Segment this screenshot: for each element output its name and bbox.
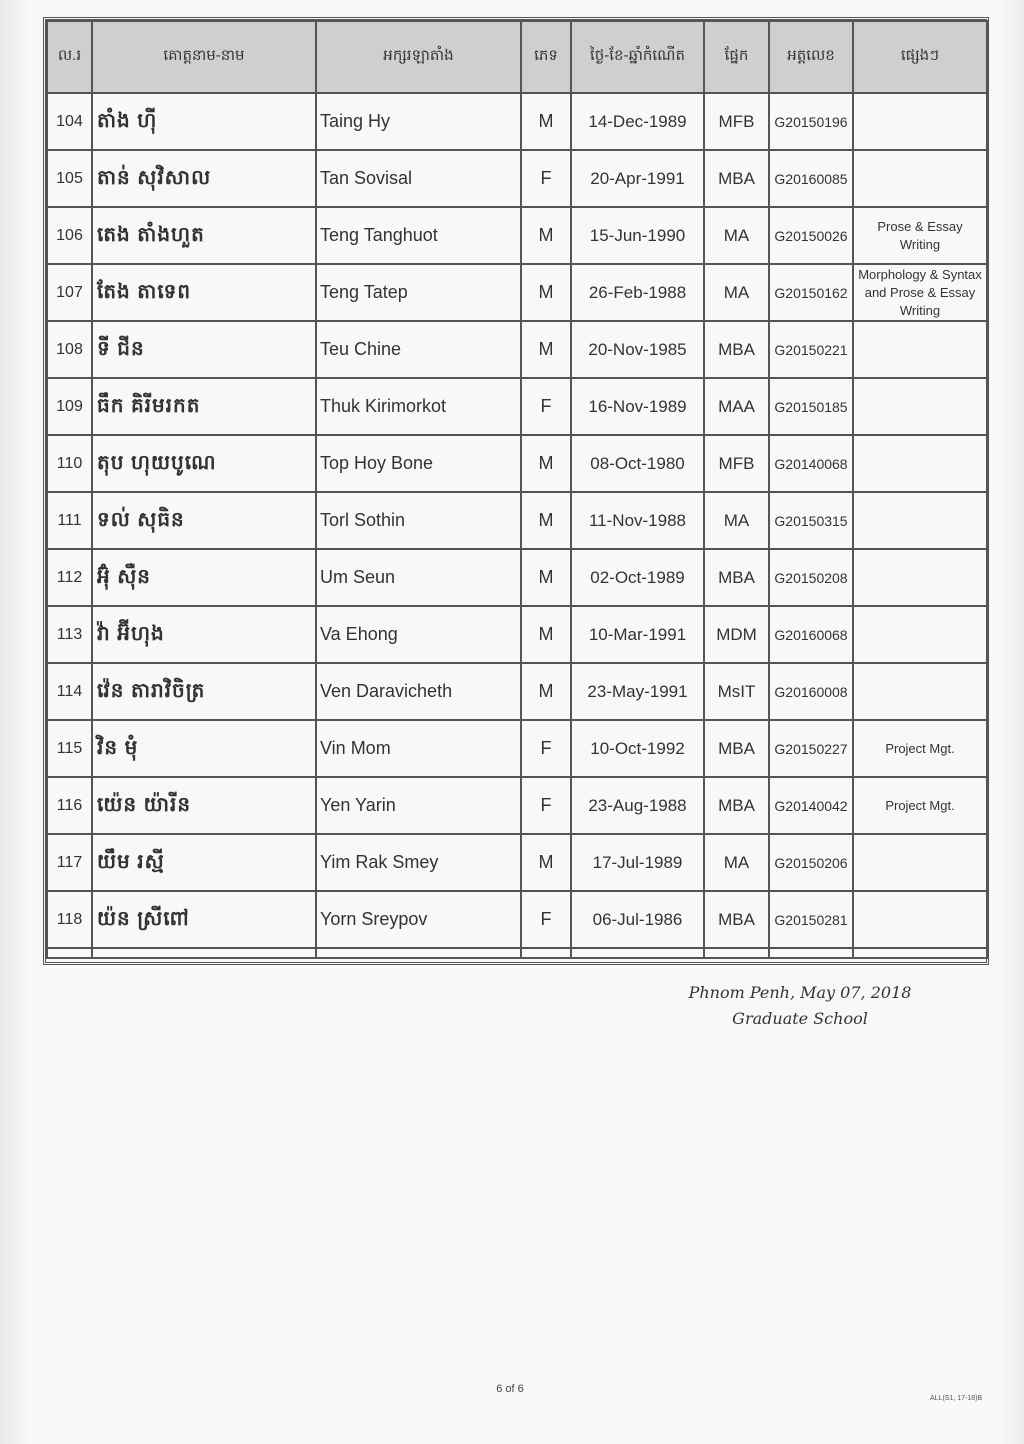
header-dob: ថ្ងៃ-ខែ-ឆ្នាំកំណើត	[571, 21, 704, 93]
cell-major: MBA	[704, 549, 769, 606]
cell-note	[853, 378, 987, 435]
cell-dob: 15-Jun-1990	[571, 207, 704, 264]
cell-major: MA	[704, 834, 769, 891]
cell-sex: M	[521, 834, 571, 891]
table-row	[47, 606, 987, 663]
cell-name-latin: Teng Tanghuot	[316, 207, 521, 264]
cell-no: 118	[47, 891, 92, 948]
header-note: ផ្សេងៗ	[853, 21, 987, 93]
cell-dob: 10-Mar-1991	[571, 606, 704, 663]
cell-note	[853, 663, 987, 720]
cell-dob: 16-Nov-1989	[571, 378, 704, 435]
cell-name-khmer: អ៊ុំ ស៊ឺន	[92, 549, 316, 606]
cell-name-khmer: ធឹក គិរីមរកត	[92, 378, 316, 435]
cell-name-khmer: ទល់ សុធិន	[92, 492, 316, 549]
cell-no: 117	[47, 834, 92, 891]
cell-sex: M	[521, 435, 571, 492]
cell-name-latin: Yim Rak Smey	[316, 834, 521, 891]
cell-name-latin: Yen Yarin	[316, 777, 521, 834]
cell-name-latin: Va Ehong	[316, 606, 521, 663]
header-name-khmer: គោត្តនាម-នាម	[92, 21, 316, 93]
cell-no: 112	[47, 549, 92, 606]
cell-note: Project Mgt.	[853, 720, 987, 777]
cell-dob: 20-Nov-1985	[571, 321, 704, 378]
cell-sex: F	[521, 378, 571, 435]
cell-sex: M	[521, 207, 571, 264]
cell-name-khmer: តេង តាំងហួត	[92, 207, 316, 264]
cell-major: MBA	[704, 321, 769, 378]
document-reference: ALL(S1, 17-18)B	[930, 1395, 983, 1402]
cell-name-khmer: វ៉ា អ៊ីហុង	[92, 606, 316, 663]
student-table	[43, 17, 989, 965]
cell-name-latin: Thuk Kirimorkot	[316, 378, 521, 435]
table-row	[47, 93, 987, 150]
table-row	[47, 435, 987, 492]
cell-id: G20140042	[769, 777, 853, 834]
cell-note	[853, 891, 987, 948]
cell-name-latin: Um Seun	[316, 549, 521, 606]
cell-name-latin: Top Hoy Bone	[316, 435, 521, 492]
cell-no: 105	[47, 150, 92, 207]
cell-no: 115	[47, 720, 92, 777]
cell-name-latin: Tan Sovisal	[316, 150, 521, 207]
cell-name-khmer: តាន់ សុវិសាល	[92, 150, 316, 207]
table-row	[47, 891, 987, 948]
cell-major: MBA	[704, 891, 769, 948]
cell-dob: 14-Dec-1989	[571, 93, 704, 150]
cell-id: G20150185	[769, 378, 853, 435]
cell-id: G20150221	[769, 321, 853, 378]
page-number: 6 of 6	[496, 1383, 524, 1395]
cell-dob: 23-May-1991	[571, 663, 704, 720]
cell-no: 109	[47, 378, 92, 435]
cell-no: 114	[47, 663, 92, 720]
cell-sex: F	[521, 777, 571, 834]
cell-major: MDM	[704, 606, 769, 663]
cell-name-khmer: តាំង ហ៊ី	[92, 93, 316, 150]
cell-note	[853, 549, 987, 606]
cell-note: Project Mgt.	[853, 777, 987, 834]
cell-major: MBA	[704, 720, 769, 777]
cell-major: MBA	[704, 777, 769, 834]
cell-note	[853, 93, 987, 150]
cell-major: MA	[704, 264, 769, 321]
cell-id: G20150315	[769, 492, 853, 549]
cell-no: 110	[47, 435, 92, 492]
cell-dob: 10-Oct-1992	[571, 720, 704, 777]
table-row	[47, 720, 987, 777]
cell-major: MA	[704, 207, 769, 264]
cell-major: MA	[704, 492, 769, 549]
cell-note	[853, 492, 987, 549]
signature-place-date: Phnom Penh, May 07, 2018	[688, 983, 912, 1002]
cell-dob: 20-Apr-1991	[571, 150, 704, 207]
header-sex: ភេទ	[521, 21, 571, 93]
header-id: អត្តលេខ	[769, 21, 853, 93]
table-row	[47, 834, 987, 891]
cell-sex: M	[521, 606, 571, 663]
cell-no: 104	[47, 93, 92, 150]
cell-id: G20160068	[769, 606, 853, 663]
cell-sex: M	[521, 549, 571, 606]
cell-id: G20150281	[769, 891, 853, 948]
cell-name-latin: Torl Sothin	[316, 492, 521, 549]
cell-dob: 08-Oct-1980	[571, 435, 704, 492]
cell-dob: 17-Jul-1989	[571, 834, 704, 891]
cell-name-khmer: វិន មុំ	[92, 720, 316, 777]
table-row	[47, 378, 987, 435]
cell-id: G20150196	[769, 93, 853, 150]
header-major: ផ្នែក	[704, 21, 769, 93]
table-row	[47, 264, 987, 321]
table-header-row	[47, 21, 987, 93]
cell-sex: M	[521, 93, 571, 150]
table-row	[47, 492, 987, 549]
cell-major: MBA	[704, 150, 769, 207]
cell-name-khmer: តែង តាទេព	[92, 264, 316, 321]
table-row	[47, 321, 987, 378]
cell-sex: M	[521, 663, 571, 720]
cell-dob: 11-Nov-1988	[571, 492, 704, 549]
cell-dob: 23-Aug-1988	[571, 777, 704, 834]
cell-name-khmer: តុប ហុយបូណេ	[92, 435, 316, 492]
cell-major: MFB	[704, 93, 769, 150]
cell-sex: M	[521, 264, 571, 321]
table-row	[47, 549, 987, 606]
cell-no: 107	[47, 264, 92, 321]
cell-dob: 02-Oct-1989	[571, 549, 704, 606]
cell-id: G20140068	[769, 435, 853, 492]
cell-id: G20150026	[769, 207, 853, 264]
cell-name-khmer: យ៉ន ស្រីពៅ	[92, 891, 316, 948]
cell-sex: M	[521, 492, 571, 549]
table-row	[47, 150, 987, 207]
cell-sex: F	[521, 150, 571, 207]
cell-note: Morphology & Syntax and Prose & Essay Writing	[853, 264, 987, 321]
header-no: ល.រ	[47, 21, 92, 93]
signature-office: Graduate School	[732, 1009, 868, 1028]
cell-no: 106	[47, 207, 92, 264]
cell-id: G20150227	[769, 720, 853, 777]
cell-major: MsIT	[704, 663, 769, 720]
cell-name-khmer: ទី ជីន	[92, 321, 316, 378]
cell-major: MFB	[704, 435, 769, 492]
cell-name-latin: Yorn Sreypov	[316, 891, 521, 948]
cell-name-khmer: យ៉េន យ៉ារីន	[92, 777, 316, 834]
cell-no: 116	[47, 777, 92, 834]
header-name-latin: អក្សរឡាតាំង	[316, 21, 521, 93]
cell-no: 108	[47, 321, 92, 378]
cell-name-khmer: យឹម រស្មី	[92, 834, 316, 891]
cell-note	[853, 435, 987, 492]
cell-no: 113	[47, 606, 92, 663]
cell-name-khmer: វ៉េន តារាវិចិត្រ	[92, 663, 316, 720]
cell-name-latin: Taing Hy	[316, 93, 521, 150]
cell-name-latin: Ven Daravicheth	[316, 663, 521, 720]
table-tail-row	[47, 948, 987, 958]
cell-no: 111	[47, 492, 92, 549]
cell-id: G20150162	[769, 264, 853, 321]
cell-dob: 26-Feb-1988	[571, 264, 704, 321]
cell-note	[853, 150, 987, 207]
cell-note	[853, 834, 987, 891]
cell-note	[853, 606, 987, 663]
cell-id: G20160008	[769, 663, 853, 720]
cell-note: Prose & Essay Writing	[853, 207, 987, 264]
cell-id: G20150208	[769, 549, 853, 606]
cell-note	[853, 321, 987, 378]
cell-id: G20160085	[769, 150, 853, 207]
table-row	[47, 663, 987, 720]
cell-name-latin: Vin Mom	[316, 720, 521, 777]
cell-name-latin: Teu Chine	[316, 321, 521, 378]
cell-name-latin: Teng Tatep	[316, 264, 521, 321]
cell-major: MAA	[704, 378, 769, 435]
table-row	[47, 777, 987, 834]
cell-id: G20150206	[769, 834, 853, 891]
cell-sex: F	[521, 720, 571, 777]
cell-sex: F	[521, 891, 571, 948]
cell-dob: 06-Jul-1986	[571, 891, 704, 948]
table-row	[47, 207, 987, 264]
cell-sex: M	[521, 321, 571, 378]
